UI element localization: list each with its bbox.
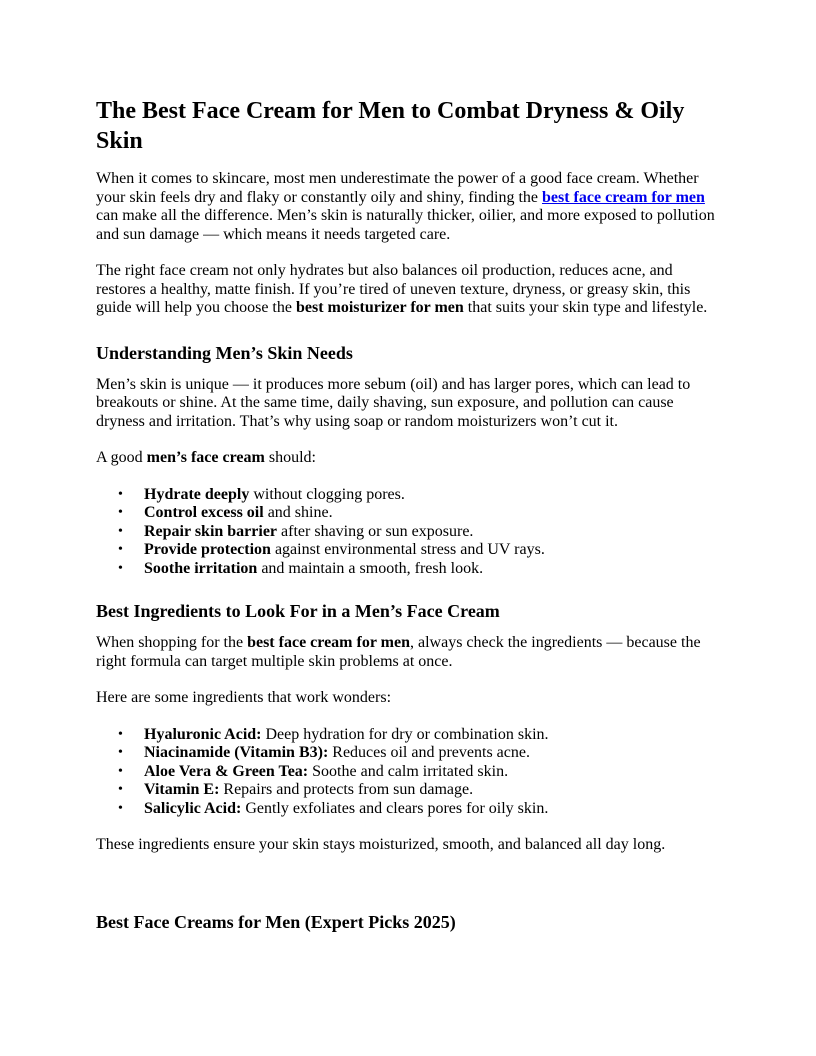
list-item-text: against environmental stress and UV rays.	[270, 541, 545, 558]
good-cream-text-a: A good	[96, 449, 147, 466]
list-item	[118, 541, 720, 560]
list-item-text: Deep hydration for dry or combination skin.	[261, 725, 549, 743]
skin-needs-list	[96, 486, 720, 579]
intro-bold-term: best moisturizer for men	[295, 299, 464, 316]
list-item	[118, 559, 720, 579]
list-item-bold: Salicylic Acid:	[144, 799, 242, 817]
good-cream-intro	[96, 449, 720, 468]
intro-text-2a: The right face cream not only hydrates but also balances oil production, reduces acne, and restores a healthy, matte finish. If you’re tired of uneven texture, dryness, or greasy skin, this guide will help you choose the	[96, 262, 691, 316]
list-item-text: and maintain a smooth, fresh look.	[257, 559, 484, 577]
list-item-bold: Aloe Vera & Green Tea:	[144, 762, 309, 780]
list-item-bold: Control excess oil	[144, 504, 264, 521]
list-item-text: Reduces oil and prevents acne.	[328, 744, 530, 761]
document-page	[96, 96, 720, 945]
list-item-text: and shine.	[263, 504, 333, 521]
good-cream-text-b: should:	[264, 449, 316, 466]
intro-paragraph-1	[96, 170, 720, 244]
list-item-text: without clogging pores.	[249, 485, 405, 503]
list-item	[118, 504, 720, 523]
bullet-icon: •	[118, 486, 123, 502]
skin-needs-paragraph: Men’s skin is unique — it produces more sebum (oil) and has larger pores, which can lead to breakouts or shine. At the same time, daily shaving, sun exposure, and pollution can cause dryness and irritation. That’s why using soap or random moisturizers won’t cut it.	[96, 375, 691, 430]
list-item-bold: Repair skin barrier	[144, 522, 278, 540]
list-item-text: after shaving or sun exposure.	[277, 522, 474, 540]
page-title: The Best Face Cream for Men to Combat Dryness & Oily Skin	[96, 98, 685, 154]
section-heading-skin-needs: Understanding Men’s Skin Needs	[96, 342, 353, 363]
ingredients-summary: These ingredients ensure your skin stays moisturized, smooth, and balanced all day long.	[96, 836, 666, 853]
list-item-text: Soothe and calm irritated skin.	[308, 762, 509, 780]
bullet-icon: •	[118, 560, 123, 576]
list-item	[118, 744, 720, 763]
bullet-icon: •	[118, 542, 123, 557]
list-item	[118, 522, 720, 542]
bullet-icon: •	[118, 763, 123, 779]
good-cream-bold: men’s face cream	[146, 449, 265, 466]
list-item	[118, 762, 720, 782]
bullet-icon: •	[118, 782, 123, 797]
list-item	[118, 781, 720, 800]
list-item-text: Repairs and protects from sun damage.	[219, 781, 474, 798]
section-heading-expert-picks: Best Face Creams for Men (Expert Picks 2025)	[96, 911, 456, 932]
ingredients-intro-paragraph	[96, 634, 720, 671]
ingredients-list	[96, 726, 720, 819]
best-face-cream-link[interactable]: best face cream for men	[542, 188, 705, 206]
list-item	[118, 725, 720, 745]
list-item	[118, 799, 720, 819]
bullet-icon: •	[118, 523, 123, 539]
list-item-bold: Hydrate deeply	[144, 485, 250, 503]
bullet-icon: •	[118, 505, 123, 520]
ingredients-text-a: When shopping for the	[96, 634, 248, 651]
intro-text-2b: that suits your skin type and lifestyle.	[463, 299, 708, 316]
list-item-bold: Soothe irritation	[144, 559, 258, 577]
ingredients-lead-in: Here are some ingredients that work wonders:	[96, 689, 392, 706]
list-item-text: Gently exfoliates and clears pores for oily skin.	[241, 799, 549, 817]
intro-text-1a: When it comes to skincare, most men underestimate the power of a good face cream. Whether your skin feels dry and flaky or constantly oily and shiny, finding the	[96, 170, 699, 206]
ingredients-text-b: , always check the ingredients — because the right formula can target multiple skin problems at once.	[96, 634, 701, 670]
section-heading-ingredients: Best Ingredients to Look For in a Men’s Face Cream	[96, 601, 500, 621]
list-item-bold: Provide protection	[144, 541, 271, 558]
bullet-icon: •	[118, 745, 123, 760]
list-item-bold: Niacinamide (Vitamin B3):	[144, 744, 329, 761]
bullet-icon: •	[118, 726, 123, 742]
ingredients-bold-term: best face cream for men	[247, 634, 410, 651]
list-item-bold: Vitamin E:	[144, 781, 220, 798]
bullet-icon: •	[118, 800, 123, 816]
list-item	[118, 485, 720, 505]
list-item-bold: Hyaluronic Acid:	[144, 725, 262, 743]
intro-text-1b: can make all the difference. Men’s skin is naturally thicker, oilier, and more exposed to pollution and sun damage — which means it needs targeted care.	[96, 207, 715, 243]
intro-paragraph-2	[96, 262, 720, 318]
